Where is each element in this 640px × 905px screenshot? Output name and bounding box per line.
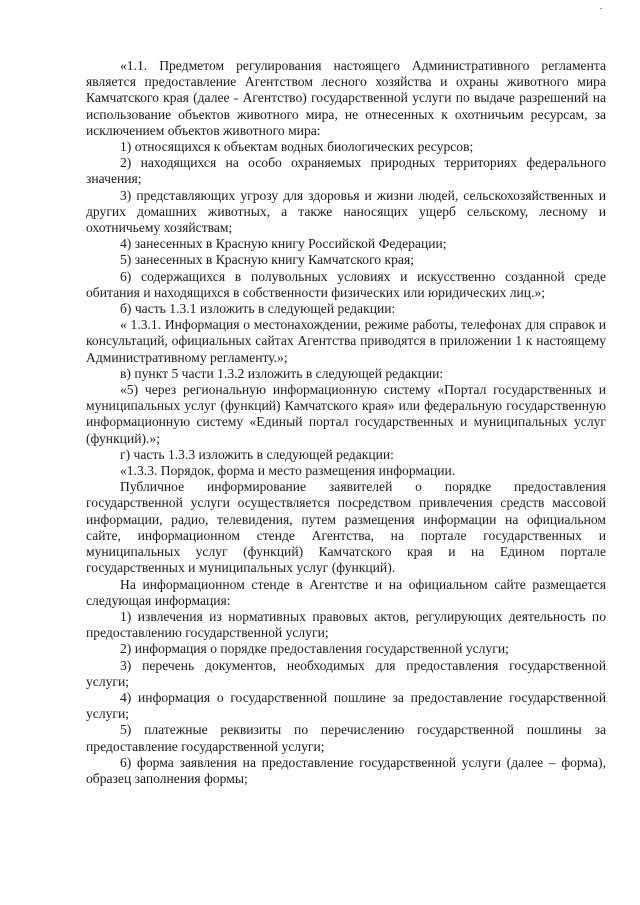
scan-mark	[600, 8, 602, 9]
info-item-5: 5) платежные реквизиты по перечислению государственной пошлины за предоставление государственной услуги;	[86, 722, 606, 754]
info-item-4: 4) информация о государственной пошлине за предоставление государственной услуги;	[86, 689, 606, 722]
info-item-6: 6) форма заявления на предоставление государственной услуги (далее – форма), образец заполнения формы;	[86, 754, 606, 786]
info-item-1: 1) извлечения из нормативных правовых актов, регулирующих деятельность по предоставлению государственной услуги;	[86, 608, 606, 641]
paragraph-1-3-3-heading: «1.3.3. Порядок, форма и место размещения информации.	[120, 463, 456, 479]
paragraph-public-informing: Публичное информирование заявителей о порядке предоставления государственной услуги осуществляется посредством привлечения средств массовой информации, радио, телевидения, путем размещения информации на официальном сайте, информационном стенде Агентства, на портале государственных и муниципальных услуг (функций) Камчатского края и на Едином портале государственных и муниципальных услуг (функций).	[86, 479, 606, 576]
amendment-g: г) часть 1.3.3 изложить в следующей редакции:	[120, 446, 394, 462]
paragraph-1-3-1: « 1.3.1. Информация о местонахождении, режиме работы, телефонах для справок и консультаций, официальных сайтах Агентства приводятся в приложении 1 к настоящему Административному регламенту.»;	[86, 317, 606, 365]
amendment-v: в) пункт 5 части 1.3.2 изложить в следующей редакции:	[120, 365, 444, 381]
paragraph-stand-info: На информационном стенде в Агентстве и на официальном сайте размещается следующая информация:	[86, 576, 606, 608]
info-item-3: 3) перечень документов, необходимых для предоставления государственной услуги;	[86, 657, 606, 689]
document-page	[86, 58, 606, 787]
list-item-6: 6) содержащихся в полувольных условиях и искусственно созданной среде обитания и находящихся в собственности физических или юридических лиц.»;	[86, 268, 606, 300]
paragraph-1-1-subject: «1.1. Предметом регулирования настоящего Административного регламента является предоставление Агентством лесного хозяйства и охраны животного мира Камчатского края (далее - Агентство) государственной услуги по выдаче разрешений на использование объектов животного мира, не отнесенных к охотничьим ресурсам, за исключением объектов животного мира:	[86, 58, 606, 138]
list-item-3: 3) представляющих угрозу для здоровья и жизни людей, сельскохозяйственных и других домашних животных, а также наносящих ущерб сельскому, лесному и охотничьему хозяйствам;	[86, 187, 606, 236]
list-item-5: 5) занесенных в Красную книгу Камчатского края;	[120, 252, 414, 268]
list-item-1: 1) относящихся к объектам водных биологических ресурсов;	[120, 139, 474, 155]
paragraph-item-5: «5) через региональную информационную систему «Портал государственных и муниципальных услуг (функций) Камчатского края» или федеральную государственную информационную систему «Единый портал государственных и муниципальных услуг (функций).»;	[86, 382, 606, 446]
list-item-2: 2) находящихся на особо охраняемых природных территориях федерального значения;	[86, 155, 606, 187]
list-item-4: 4) занесенных в Красную книгу Российской Федерации;	[120, 236, 447, 252]
amendment-b: б) часть 1.3.1 изложить в следующей редакции:	[120, 301, 396, 317]
info-item-2: 2) информация о порядке предоставления государственной услуги;	[120, 641, 509, 657]
